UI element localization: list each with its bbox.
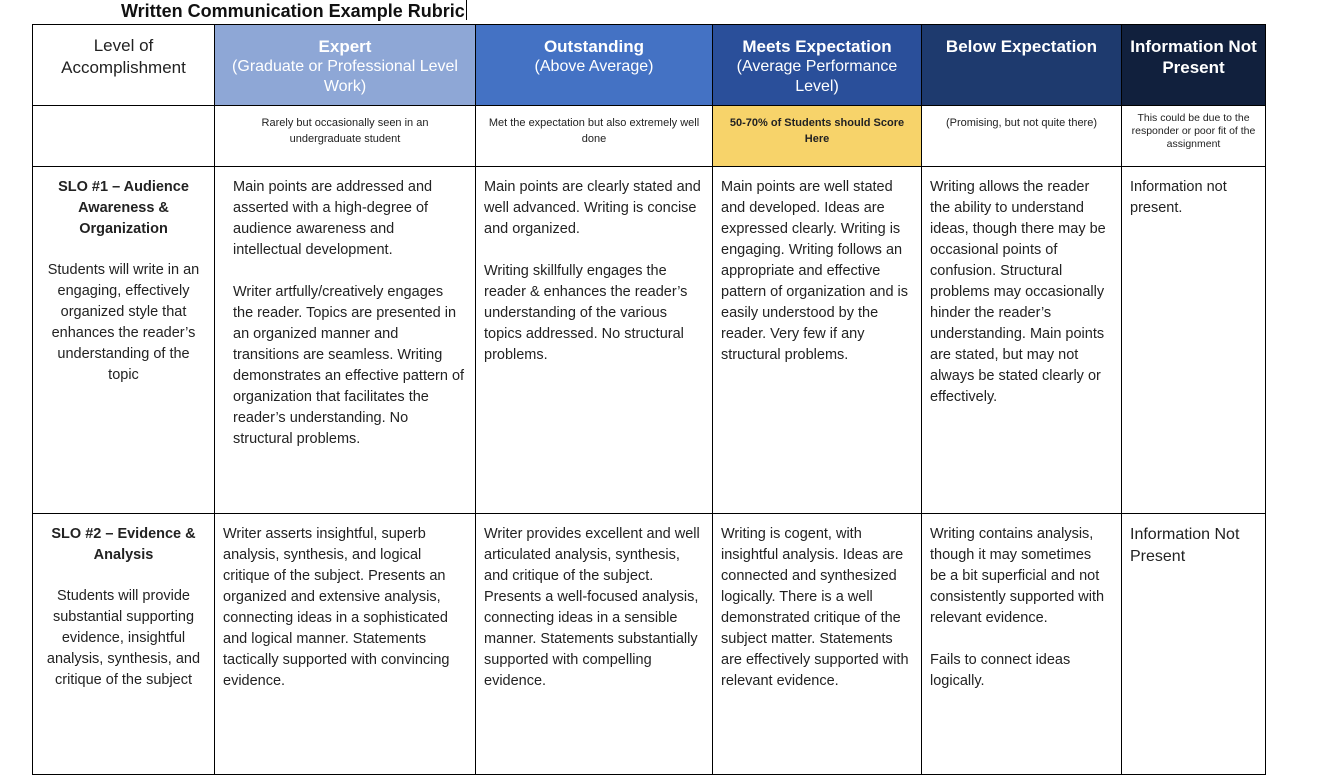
slo1-outstanding-cell xyxy=(476,167,713,514)
slo1-info-text: Information not present. xyxy=(1130,179,1227,216)
slo1-cell xyxy=(33,167,215,514)
slo1-expert-p2: Writer artfully/creatively engages the reader. Topics are presented in an organized manner and transitions are seamless. Writing demonstrates an effective pattern of organization that facilitates the reader’s understanding. No structural problems. xyxy=(233,284,465,447)
slo1-description: Students will write in an engaging, effectively organized style that enhances the reader’s understanding of the topic xyxy=(47,262,200,383)
slo1-expert-p1: Main points are addressed and asserted with a high-degree of audience awareness and intellectual development. xyxy=(233,179,433,258)
slo2-meets-cell xyxy=(713,514,922,775)
description-row xyxy=(33,106,1266,167)
level-label: Level of Accomplishment xyxy=(61,36,186,77)
slo1-below-cell xyxy=(922,167,1122,514)
slo2-below-cell xyxy=(922,514,1122,775)
slo2-below-p2: Fails to connect ideas logically. xyxy=(930,652,1071,689)
description-info: This could be due to the responder or poor fit of the assignment xyxy=(1131,112,1256,150)
slo1-outstanding-p1: Main points are clearly stated and well advanced. Writing is concise and organized. xyxy=(484,179,701,237)
header-meets-subtitle: (Average Performance Level) xyxy=(736,58,898,95)
description-empty-cell xyxy=(33,106,215,167)
header-level-cell xyxy=(33,25,215,106)
description-expert: Rarely but occasionally seen in an undergraduate student xyxy=(261,117,429,145)
slo1-info-cell xyxy=(1122,167,1266,514)
slo2-info-cell xyxy=(1122,514,1266,775)
header-outstanding-subtitle: (Above Average) xyxy=(534,58,654,75)
slo1-meets-text: Main points are well stated and developed. Ideas are expressed clearly. Writing is engaging. Writing follows an appropriate and effective pattern of organization and is easily understood by the reader. Very few if any structural problems. xyxy=(721,179,909,363)
header-info-title: Information Not Present xyxy=(1130,37,1257,77)
header-below-cell xyxy=(922,25,1122,106)
slo-row-2 xyxy=(33,514,1266,775)
header-expert-title: Expert xyxy=(318,37,372,56)
slo1-expert-cell xyxy=(215,167,476,514)
description-expert-cell xyxy=(215,106,476,167)
slo1-title: SLO #1 – Audience Awareness & Organization xyxy=(58,179,189,237)
slo2-below-p1: Writing contains analysis, though it may sometimes be a bit superficial and not consistently supported with relevant evidence. xyxy=(930,526,1105,626)
description-info-cell xyxy=(1122,106,1266,167)
header-meets-title: Meets Expectation xyxy=(742,37,892,56)
header-row xyxy=(33,25,1266,106)
slo1-meets-cell xyxy=(713,167,922,514)
header-meets-cell xyxy=(713,25,922,106)
header-outstanding-cell xyxy=(476,25,713,106)
slo2-info-text: Information Not Present xyxy=(1130,526,1240,565)
slo2-description: Students will provide substantial supporting evidence, insightful analysis, synthesis, and critique of the subject xyxy=(46,588,201,688)
slo2-meets-text: Writing is cogent, with insightful analysis. Ideas are connected and synthesized logically. There is a well demonstrated critique of the subject matter. Statements are effectively supported with relevant evidence. xyxy=(721,526,909,689)
description-meets-cell xyxy=(713,106,922,167)
description-below-cell xyxy=(922,106,1122,167)
description-outstanding: Met the expectation but also extremely well done xyxy=(488,117,700,145)
slo2-outstanding-cell xyxy=(476,514,713,775)
description-below: (Promising, but not quite there) xyxy=(945,117,1098,129)
description-outstanding-cell xyxy=(476,106,713,167)
slo-row-1 xyxy=(33,167,1266,514)
header-expert-subtitle: (Graduate or Professional Level Work) xyxy=(232,58,458,95)
slo2-expert-text: Writer asserts insightful, superb analysis, synthesis, and logical critique of the subject. Presents an organized and extensive analysis, connecting ideas in a sophisticated and logical manner. Statements tactically supported with convincing evidence. xyxy=(223,526,450,689)
header-expert-cell xyxy=(215,25,476,106)
header-outstanding-title: Outstanding xyxy=(543,37,645,56)
description-meets: 50-70% of Students should Score Here xyxy=(729,117,905,145)
rubric-table xyxy=(32,24,1266,775)
slo2-cell xyxy=(33,514,215,775)
slo1-outstanding-p2: Writing skillfully engages the reader & enhances the reader’s understanding of the various topics addressed. No structural problems. xyxy=(484,263,688,363)
slo2-title: SLO #2 – Evidence & Analysis xyxy=(51,526,196,563)
header-info-cell xyxy=(1122,25,1266,106)
document-title-text: Written Communication Example Rubric xyxy=(121,1,465,21)
slo2-outstanding-text: Writer provides excellent and well articulated analysis, synthesis, and critique of the subject. Presents a well-focused analysis, connecting ideas in a sensible manner. Statements substantially supported with compelling evidence. xyxy=(484,526,700,689)
slo1-below-text: Writing allows the reader the ability to understand ideas, though there may be occasional points of confusion. Structural problems may occasionally hinder the reader’s understanding. Main points are stated, but may not always be stated clearly or effectively. xyxy=(930,179,1106,405)
text-cursor xyxy=(466,0,467,20)
document-title[interactable] xyxy=(121,0,467,22)
header-below-title: Below Expectation xyxy=(945,37,1098,56)
slo2-expert-cell xyxy=(215,514,476,775)
